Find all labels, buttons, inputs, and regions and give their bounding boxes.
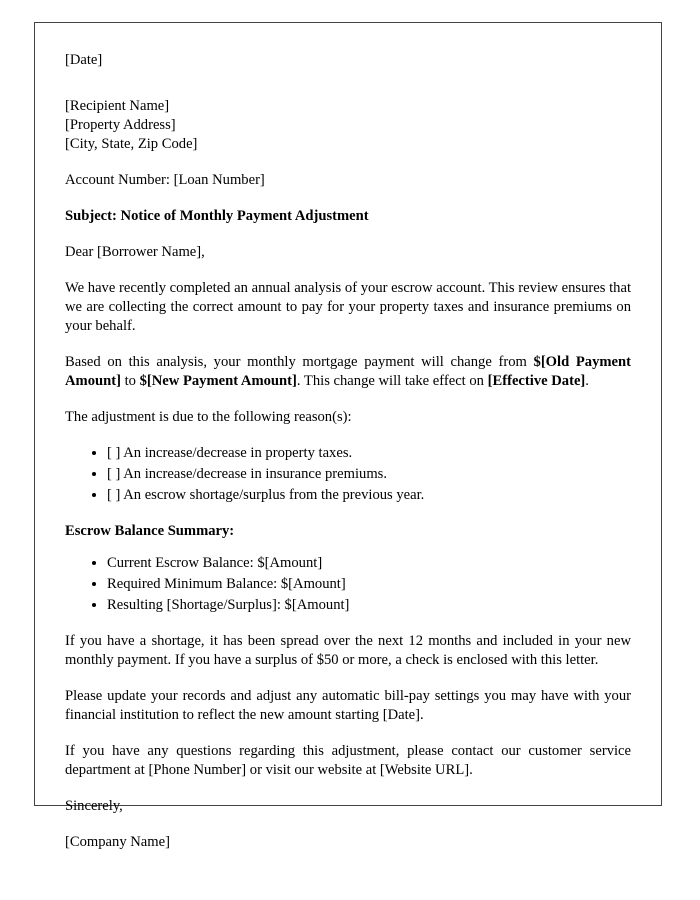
- paragraph-shortage: If you have a shortage, it has been spread over the next 12 months and included in your new monthly payment. If you have a surplus of $50 or more, a check is enclosed with this letter.: [65, 633, 631, 669]
- letter-content: [35, 23, 661, 852]
- closing: Sincerely,: [65, 798, 123, 815]
- adjustment-end: .: [585, 372, 589, 389]
- recipient-address-block: [65, 97, 631, 154]
- effective-date: [Effective Date]: [487, 372, 586, 389]
- reasons-list: [65, 444, 631, 505]
- adjustment-after: . This change will take effect on: [296, 372, 488, 389]
- date-line: [Date]: [65, 52, 103, 68]
- list-item: • Required Minimum Balance: $[Amount]: [107, 575, 631, 594]
- escrow-summary-list: [65, 554, 631, 615]
- subject-line: Subject: Notice of Monthly Payment Adjustment: [65, 207, 369, 224]
- account-number-line: Account Number: [Loan Number]: [65, 171, 265, 188]
- list-item: • [ ] An escrow shortage/surplus from the previous year.: [107, 486, 631, 505]
- paragraph-adjustment: [65, 353, 631, 391]
- salutation: Dear [Borrower Name],: [65, 243, 205, 260]
- paragraph-questions: If you have any questions regarding this adjustment, please contact our customer service department at [Phone Number] or visit our website at [Website URL].: [65, 743, 631, 779]
- recipient-name: [Recipient Name]: [65, 97, 170, 114]
- list-item: • Current Escrow Balance: $[Amount]: [107, 554, 631, 573]
- list-item: • Resulting [Shortage/Surplus]: $[Amount]: [107, 596, 631, 615]
- city-state-zip: [City, State, Zip Code]: [65, 135, 198, 152]
- paragraph-intro: We have recently completed an annual analysis of your escrow account. This review ensures that we are collecting the correct amount to pay for your property taxes and insurance premiums on your behalf.: [65, 279, 631, 334]
- company-name: [Company Name]: [65, 834, 170, 851]
- list-item: • [ ] An increase/decrease in insurance premiums.: [107, 465, 631, 484]
- property-address: [Property Address]: [65, 116, 176, 133]
- paragraph-records: Please update your records and adjust any automatic bill-pay settings you may have with your financial institution to reflect the new amount starting [Date].: [65, 688, 631, 724]
- escrow-summary-title: Escrow Balance Summary:: [65, 522, 235, 539]
- adjustment-middle: to: [120, 372, 140, 389]
- adjustment-lead: Based on this analysis, your monthly mortgage payment will change from: [65, 353, 534, 370]
- new-payment-amount: $[New Payment Amount]: [139, 372, 297, 389]
- list-item: • [ ] An increase/decrease in property taxes.: [107, 444, 631, 463]
- letter-page: [34, 22, 662, 851]
- old-payment-amount: $[Old Payment Amount]: [65, 353, 631, 389]
- reasons-intro: The adjustment is due to the following reason(s):: [65, 408, 352, 425]
